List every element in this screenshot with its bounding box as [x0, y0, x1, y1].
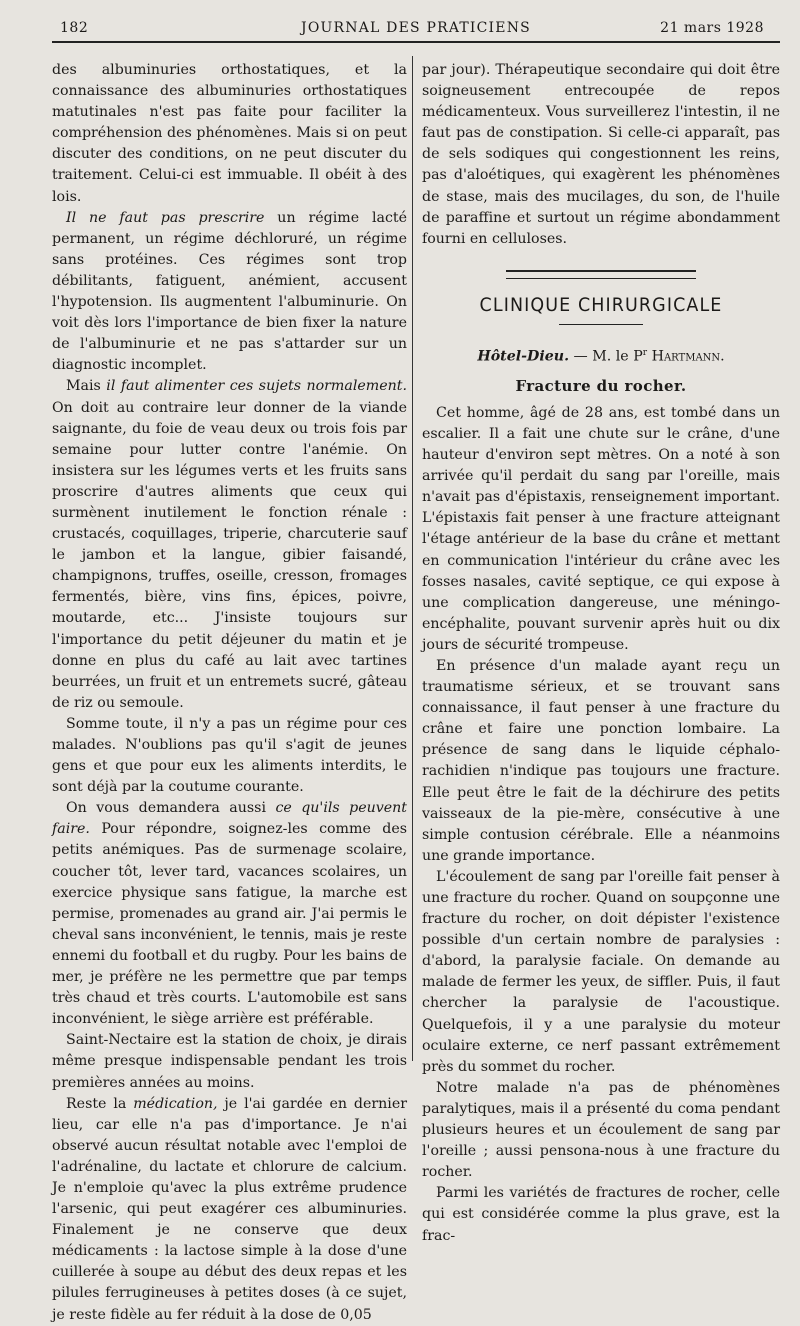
paragraph: Notre malade n'a pas de phénomènes paralytiques, mais il a présenté du coma pendant plusieurs heures et un écoulement de sang par l'oreille ; aussi pensona-nous à une fracture du rocher. [422, 1079, 780, 1181]
left-column [52, 60, 407, 1326]
paragraph: L'écoulement de sang par l'oreille fait penser à une fracture du rocher. Quand on soupçonne une fracture du rocher, on doit dépister l'existence possible d'un certain nombre de paralysies : d'abord, la paralysie faciale. On demande au malade de fermer les yeux, de siffler. Puis, il faut chercher la paralysie de l'acoustique. Quelquefois, il y a une paralysie du moteur oculaire externe, ce nerf passant extrêmement près du sommet du rocher. [422, 868, 780, 1075]
header-rule [52, 41, 780, 43]
paragraph: Il ne faut pas prescrire un régime lacté permanent, un régime déchloruré, un régime sans protéines. Ces régimes sont trop débilitants, fatiguent, anémient, accusent l'hypotension. Ils augmentent l'albuminurie. On voit dès lors l'importance de bien fixer la nature de l'albuminurie et ne pas s'attarder sur un diagnostic incomplet. [52, 209, 407, 374]
paragraph: Cet homme, âgé de 28 ans, est tombé dans un escalier. Il a fait une chute sur le crâne, d'une hauteur d'environ sept mètres. On a noté à son arrivée qu'il perdait du sang par l'oreille, mais n'avait pas d'épistaxis, renseignement important. L'épistaxis fait penser à une fracture atteignant l'étage antérieur de la base du crâne et mettant en communication l'intérieur du crâne avec les fosses nasales, cavité septique, ce qui expose à une complication dangereuse, une méningo-encéphalite, pouvant survenir après huit ou dix jours de sécurité trompeuse. [422, 404, 780, 653]
emphasis: médication, [133, 1095, 218, 1112]
journal-title: JOURNAL DES PRATICIENS [301, 20, 531, 36]
hospital-name: Hôtel-Dieu. [477, 348, 570, 365]
running-header [52, 16, 780, 44]
paragraph: Somme toute, il n'y a pas un régime pour ces malades. N'oublions pas qu'il s'agit de jeunes gens et que pour eux les aliments interdits, le sont déjà par la coutume courante. [52, 715, 407, 796]
paragraph: Saint-Nectaire est la station de choix, je dirais même presque indispensable pendant les trois premières années au moins. [52, 1032, 407, 1091]
emphasis: ce qu'ils peuvent faire. [52, 800, 407, 838]
column-divider [412, 56, 413, 1061]
right-column [422, 60, 780, 1247]
section-divider [506, 270, 696, 279]
paragraph: des albuminuries orthostatiques, et la connaissance des albuminuries orthostatiques matutinales n'est pas faite pour faciliter la compréhension des phénomènes. Mais si on peut discuter des conditions, on ne peut discuter du traitement. Celui-ci est immuable. Il obéit à des lois. [52, 62, 407, 205]
issue-date: 21 mars 1928 [660, 20, 764, 36]
paragraph: Parmi les variétés de fractures de rocher, celle qui est considérée comme la plus grave, est la frac- [422, 1185, 780, 1244]
byline: Hôtel-Dieu. — M. le $P^r$ Hartmann. [477, 347, 725, 365]
emphasis: il faut alimenter ces sujets normalement. [106, 378, 407, 395]
paragraph: Reste la médication, je l'ai gardée en dernier lieu, car elle n'a pas d'importance. Je n'ai observé aucun résultat notable avec l'emploi de l'adrénaline, du lactate et chlorure de calcium. Je n'emploie qu'avec la plus extrême prudence l'arsenic, qui peut exagérer ces albuminuries. Finalement je ne conserve que deux médicaments : la lactose simple à la dose d'une cuillerée à soupe au début des deux repas et les pilules ferrugineuses à petites doses (à ce sujet, je reste fidèle au fer réduit à la dose de 0,05 [52, 1095, 407, 1323]
article-title: Fracture du rocher. [515, 376, 687, 395]
emphasis: Il ne faut pas prescrire [66, 209, 265, 226]
paragraph: En présence d'un malade ayant reçu un traumatisme sérieux, et se trouvant sans connaissance, il faut penser à une fracture du crâne et faire une ponction lombaire. La présence de sang dans le liquide céphalo-rachidien n'indique pas toujours une fracture. Elle peut être le fait de la déchirure des petits vaisseaux de la pie-mère, consécutive à une simple contusion cérébrale. Elle a néanmoins une grande importance. [422, 657, 780, 864]
author-name: Hartmann. [647, 348, 725, 365]
section-title: CLINIQUE CHIRURGICALE [479, 293, 723, 316]
paragraph: Mais il faut alimenter ces sujets normalement. On doit au contraire leur donner de la viande saignante, du foie de veau deux ou trois fois par semaine pour lutter contre l'anémie. On insistera sur les légumes verts et les fruits sans proscrire d'autres aliments que ceux qui surmènent inutilement le fonction rénale : crustacés, coquillages, triperie, charcuterie sauf le jambon et la langue, gibier faisandé, champignons, truffes, oseille, cresson, fromages fermentés, bière, vins fins, épices, poivre, moutarde, etc... J'insiste toujours sur l'importance du petit déjeuner du matin et je donne en plus du café au lait avec tartines beurrées, un fruit et un entremets sucré, gâteau de riz ou semoule. [52, 378, 407, 711]
paragraph: On vous demandera aussi ce qu'ils peuvent faire. Pour répondre, soignez-les comme des petits anémiques. Pas de surmenage scolaire, coucher tôt, lever tard, vacances scolaires, un exercice physique sans fatigue, la marche est permise, promenades au grand air. J'ai permis le cheval sans inconvénient, le tennis, mais je reste ennemi du football et du rugby. Pour les bains de mer, je préfère ne les permettre que par temps très chaud et très courts. L'automobile est sans inconvénient, le siège arrière est préférable. [52, 800, 407, 1028]
title-rule [559, 324, 643, 325]
paragraph: par jour). Thérapeutique secondaire qui doit être soigneusement entrecoupée de repos médicamenteux. Vous surveillerez l'intestin, il ne faut pas de constipation. Si celle-ci apparaît, pas de sels sodiques qui congestionnent les reins, pas d'aloétiques, qui exagèrent les phénomènes de stase, mais des mucilages, du son, de l'huile de paraffine et surtout un régime abondamment fourni en celluloses. [422, 62, 780, 247]
page-number: 182 [60, 20, 89, 36]
